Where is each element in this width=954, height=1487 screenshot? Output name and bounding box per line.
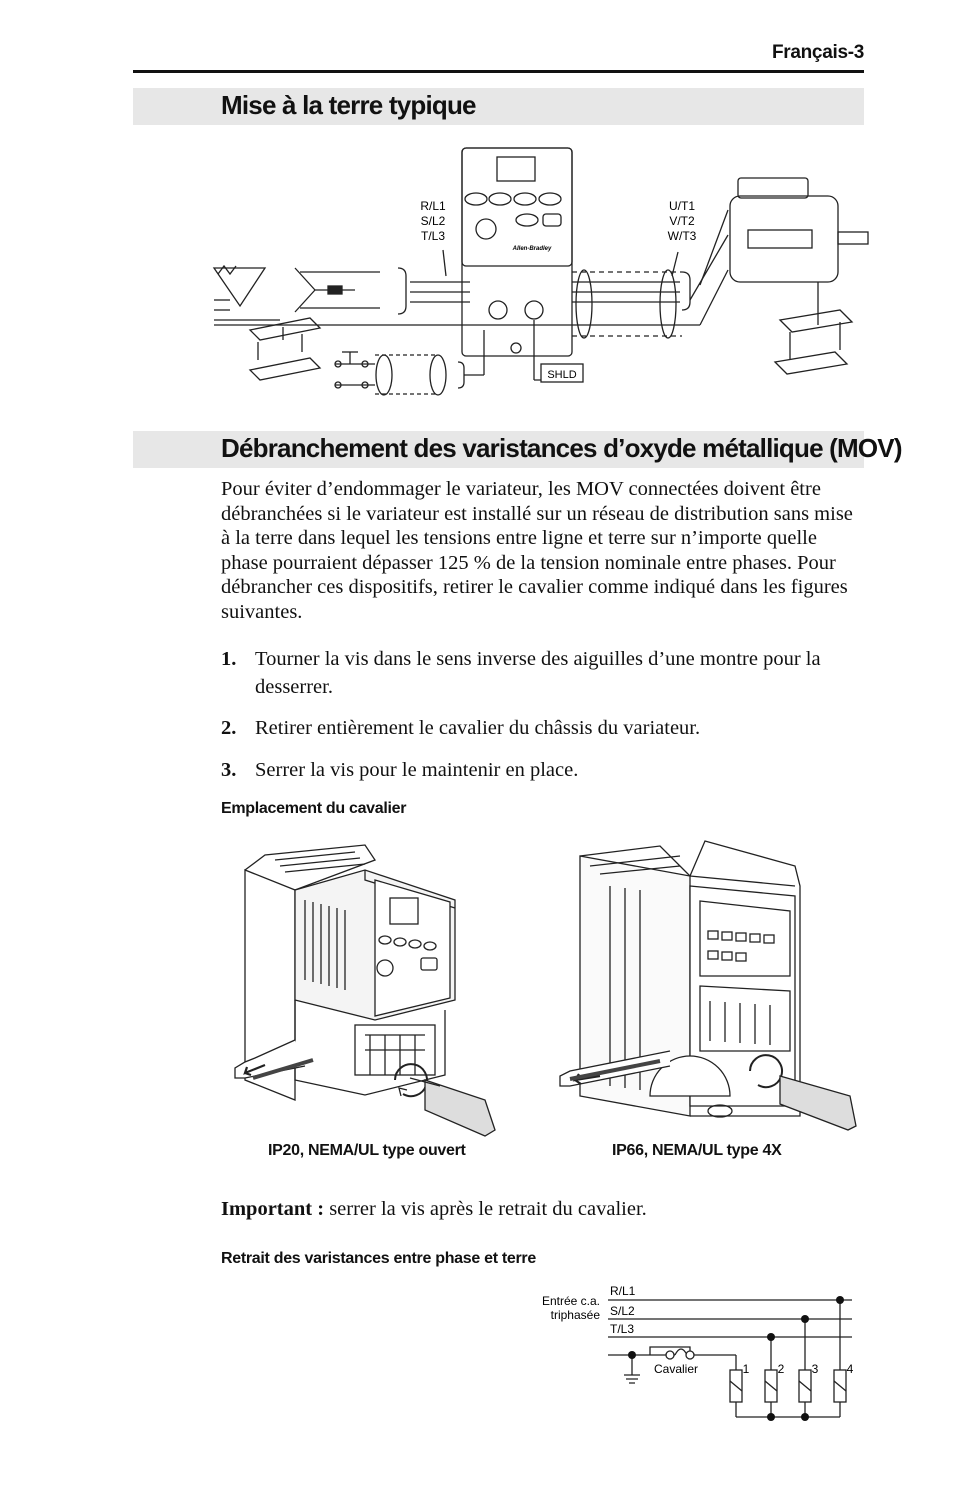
page-number: Français-3 [771, 42, 864, 63]
ac-input-label-line2: triphasée [550, 1308, 600, 1322]
line-label-s: S/L2 [610, 1304, 635, 1318]
shield-label: SHLD [547, 369, 577, 381]
step-number: 2. [221, 717, 237, 739]
line-label-r: R/L1 [610, 1284, 636, 1298]
mov-paragraph: Pour éviter d’endommager le variateur, les MOV connectées doivent être débranchées si le variateur est installé sur un réseau de distribution sans mise à la terre dans lequel les tensions entre ligne et terre sur n’importe quelle phase pourraient dépasser 125 % de la tension nominale entre phases. Pour débrancher ces dispositifs, retirer le cavalier comme indiqué dans les figures suivantes. [221, 478, 853, 623]
step-2 [221, 714, 866, 742]
ip20-drive-illustration [225, 840, 505, 1130]
step-text: Serrer la vis pour le maintenir en place. [255, 759, 579, 781]
input-terminal-t: T/L3 [420, 229, 446, 243]
input-terminal-r: R/L1 [420, 199, 446, 213]
varistor-number-4: 4 [846, 1362, 854, 1376]
ip66-drive-illustration [550, 826, 860, 1126]
output-terminal-w: W/T3 [667, 229, 697, 243]
step-number: 3. [221, 759, 237, 781]
varistor-number-2: 2 [777, 1362, 785, 1376]
step-number: 1. [221, 648, 237, 670]
output-terminal-v: V/T2 [669, 214, 695, 228]
jumper-location-heading: Emplacement du cavalier [221, 800, 407, 817]
grounding-diagram [0, 0, 954, 420]
mov-removal-heading: Retrait des varistances entre phase et terre [221, 1250, 536, 1267]
caption-ip20: IP20, NEMA/UL type ouvert [268, 1142, 466, 1159]
step-text: Retirer entièrement le cavalier du châssis du variateur. [255, 717, 701, 739]
section-title-mov: Débranchement des varistances d’oxyde métallique (MOV) [221, 433, 902, 463]
section-title-grounding: Mise à la terre typique [221, 90, 476, 120]
varistor-number-1: 1 [742, 1362, 750, 1376]
jumper-label: Cavalier [653, 1362, 699, 1376]
varistor-number-3: 3 [811, 1362, 819, 1376]
brand-label: Allen-Bradley [512, 246, 552, 252]
output-terminal-u: U/T1 [668, 199, 696, 213]
line-label-t: T/L3 [610, 1322, 635, 1336]
ac-input-label-line1: Entrée c.a. [541, 1294, 600, 1308]
mov-schematic [520, 1275, 860, 1435]
important-note [221, 1198, 647, 1221]
section-band-mov [133, 431, 902, 468]
input-terminal-s: S/L2 [420, 214, 446, 228]
step-3 [221, 756, 866, 784]
important-text: serrer la vis après le retrait du cavalier. [324, 1198, 647, 1220]
step-text: Tourner la vis dans le sens inverse des aiguilles d’une montre pour la desserrer. [255, 648, 821, 698]
important-label: Important : [221, 1198, 325, 1220]
caption-ip66: IP66, NEMA/UL type 4X [612, 1142, 782, 1159]
step-1 [221, 645, 866, 701]
